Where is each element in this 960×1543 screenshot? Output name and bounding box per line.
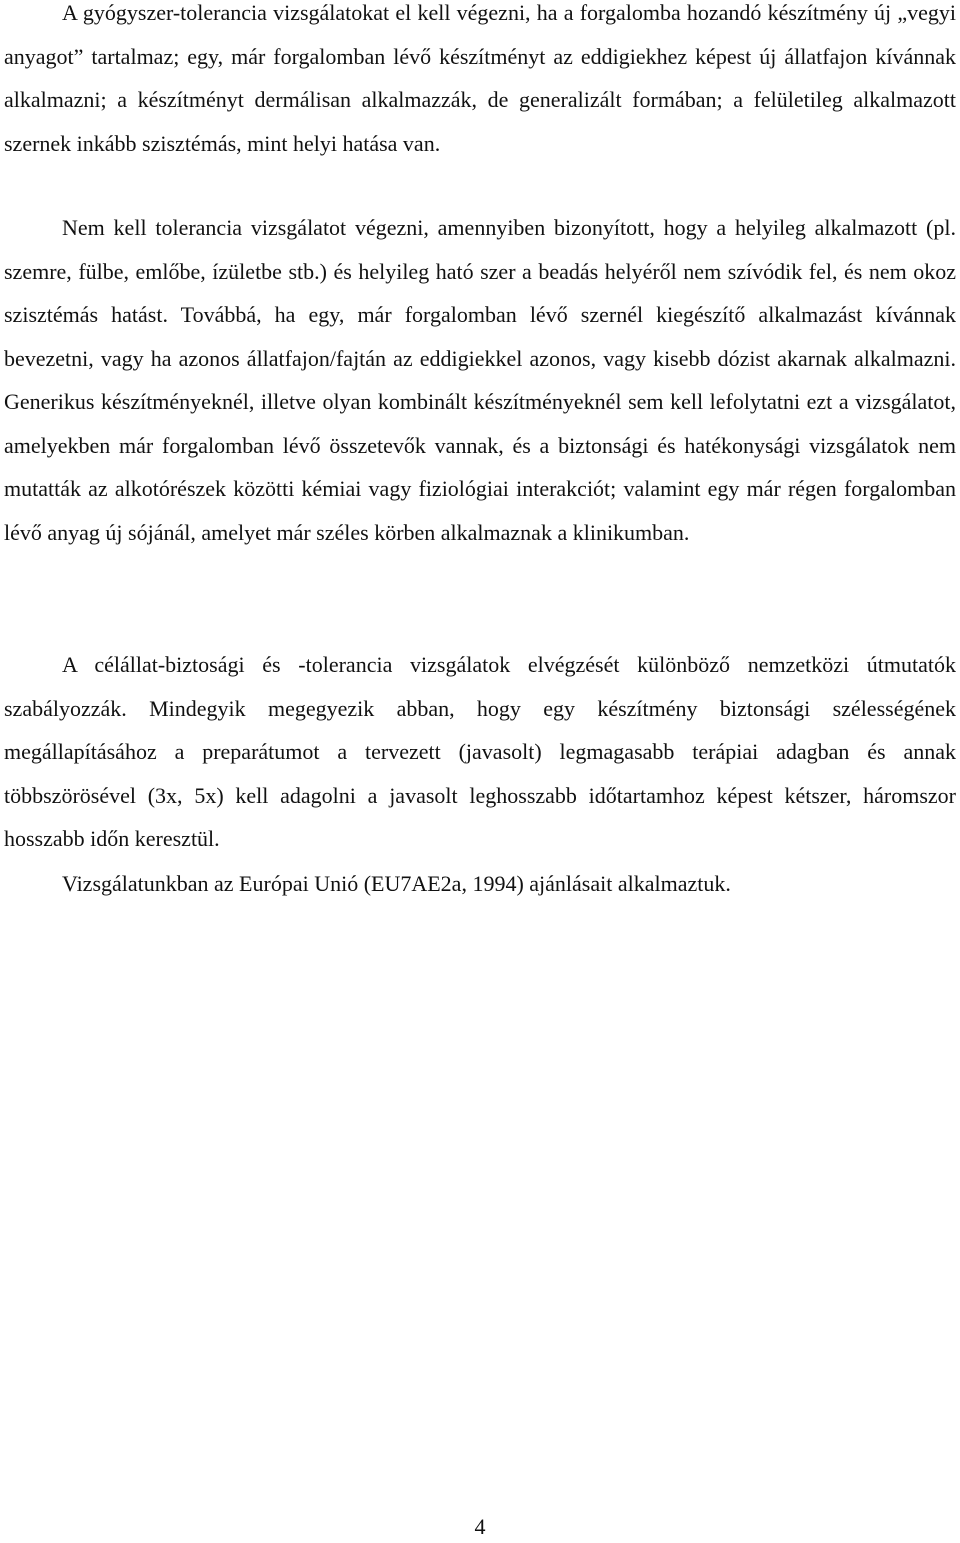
page-number: 4 — [474, 1514, 486, 1539]
paragraph-tolerance-exemptions: Nem kell tolerancia vizsgálatot végezni, amennyiben bizonyított, hogy a helyileg alkalmazott (pl. szemre, fülbe, emlőbe, ízületbe stb.) és helyileg ható szer a beadás helyéről nem szívódik fel, és nem okoz szisztémás hatást. Továbbá, ha egy, már forgalomban lévő szernél kiegészítő alkalmazást kívánnak bevezetni, vagy ha azonos állatfajon/fajtán az eddigiekkel azonos, vagy kisebb dózist akarnak alkalmazni. Generikus készítményeknél, illetve olyan kombinált készítményeknél sem kell lefolytatni ezt a vizsgálatot, amelyekben már forgalomban lévő összetevők vannak, és a biztonsági és hatékonysági vizsgálatok nem mutatták az alkotórészek közötti kémiai vagy fiziológiai interakciót; valamint egy már régen forgalomban lévő anyag új sójánál, amelyet már széles körben alkalmaznak a klinikumban. — [4, 215, 956, 545]
paragraph-eu-recommendations: Vizsgálatunkban az Európai Unió (EU7AE2a, 1994) ajánlásait alkalmaztuk. — [62, 871, 731, 896]
paragraph-international-guidelines: A célállat-biztosági és -tolerancia vizsgálatok elvégzését különböző nemzetközi útmutatók szabályozzák. Mindegyik megegyezik abban, hogy egy készítmény biztonsági szélességének megállapításához a preparátumot a tervezett (javasolt) legmagasabb terápiai adagban és annak többszörösével (3x, 5x) kell adagolni a javasolt leghosszabb időtartamhoz képest kétszer, háromszor hosszabb időn keresztül. — [4, 652, 956, 851]
paragraph-tolerance-requirements: A gyógyszer-tolerancia vizsgálatokat el kell végezni, ha a forgalomba hozandó készítmény új „vegyi anyagot” tartalmaz; egy, már forgalomban lévő készítményt az eddigiekhez képest új állatfajon kívánnak alkalmazni; a készítményt dermálisan alkalmazzák, de generalizált formában; a felületileg alkalmazott szernek inkább szisztémás, mint helyi hatása van. — [4, 0, 956, 156]
